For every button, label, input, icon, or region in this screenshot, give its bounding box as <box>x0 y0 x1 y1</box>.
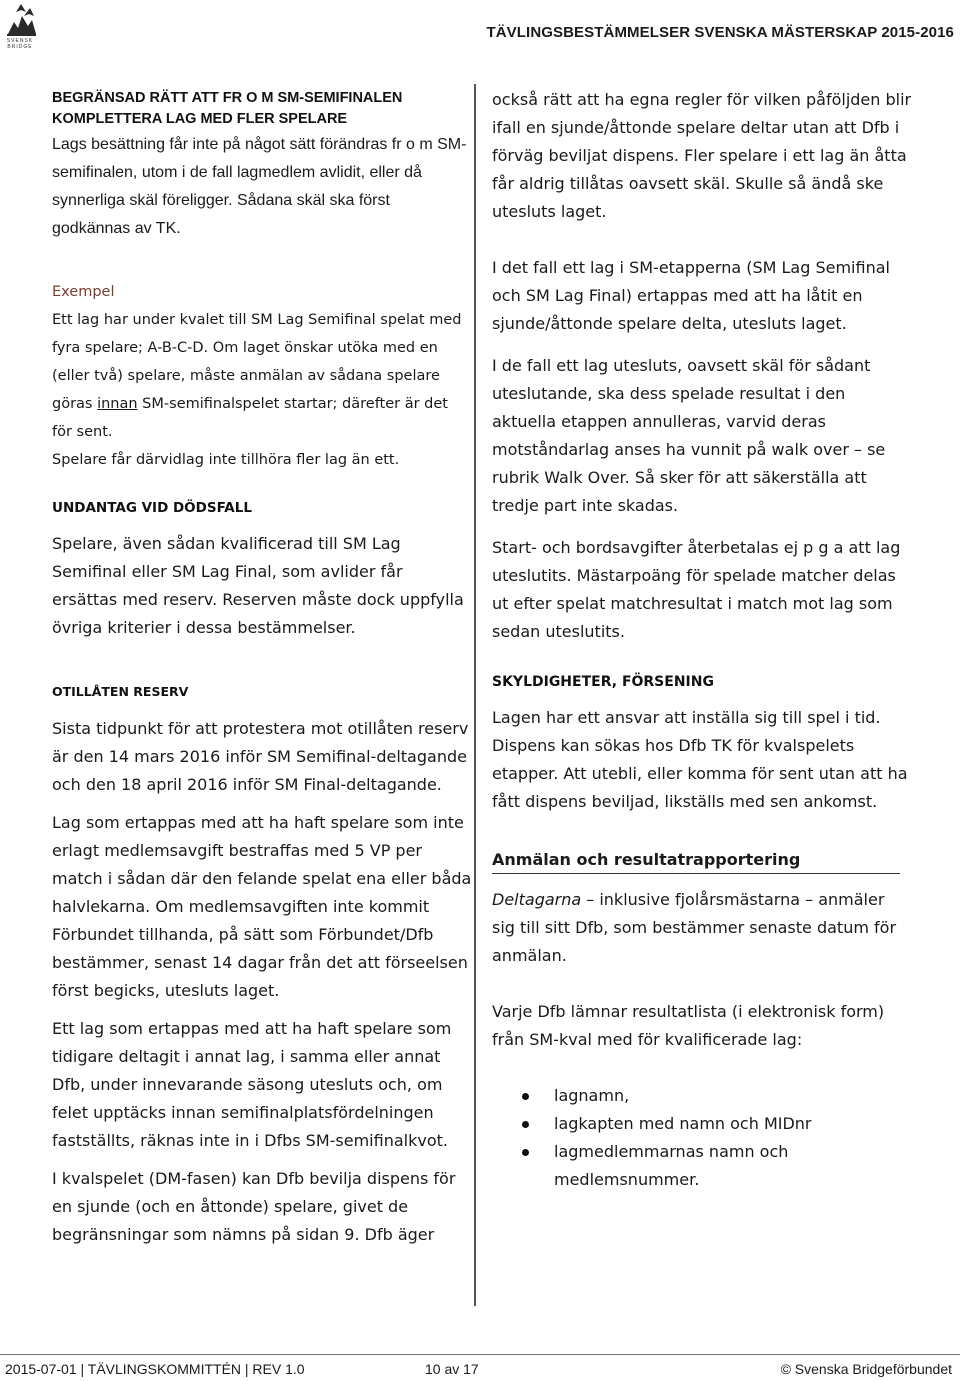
bullet-icon <box>522 1121 529 1128</box>
document-title: TÄVLINGSBESTÄMMELSER SVENSKA MÄSTERSKAP 2015-2016 <box>486 24 954 41</box>
section-heading-begransad <box>52 88 472 130</box>
example-text-line2: Spelare får därvidlag inte tillhöra fler lag än ett. <box>52 452 400 468</box>
list-item-text: lagmedlemmarnas namn och medlemsnummer. <box>554 1142 789 1189</box>
left-column <box>52 86 472 1249</box>
footer-left: 2015-07-01 | TÄVLINGSKOMMITTÉN | REV 1.0 <box>5 1361 305 1377</box>
right-paragraph-4: Start- och bordsavgifter återbetalas ej p g a att lag uteslutits. Mästarpoäng för spelade matcher delas ut efter spelat matchresultat i match mot lag som sedan uteslutits. <box>492 538 901 641</box>
otillaten-paragraph-1: Sista tidpunkt för att protestera mot otillåten reserv är den 14 mars 2016 inför SM Semifinal-deltagande och den 18 april 2016 inför SM Final-deltagande. <box>52 719 469 794</box>
list-item-text: lagkapten med namn och MIDnr <box>554 1114 812 1133</box>
list-item <box>492 1138 912 1194</box>
otillaten-paragraph-4: I kvalspelet (DM-fasen) kan Dfb bevilja dispens för en sjunde (och en åttonde) spelare, givet de begränsningar som nämns på sidan 9. Dfb äger <box>52 1169 456 1244</box>
right-paragraph-1: också rätt att ha egna regler för vilken påföljden blir ifall en sjunde/åttonde spelare deltar utan att Dfb i förväg beviljat dispens. Fler spelare i ett lag än åtta får aldrig tillåtas oavsett skäl. Skulle så ändå ske utesluts laget. <box>492 90 912 221</box>
right-column <box>492 86 912 1194</box>
section-heading-skyldigheter: SKYLDIGHETER, FÖRSENING <box>492 674 714 690</box>
section-heading-otillaten: OTILLÅTEN RESERV <box>52 684 189 699</box>
otillaten-paragraph-3: Ett lag som ertappas med att ha haft spelare som tidigare deltagit i annat lag, i samma eller annat Dfb, under innevarande säsong utesluts och, om felet upptäcks innan semifinalplatsfördelningen fastställts, räknas inte in i Dfbs SM-semifinalkvot. <box>52 1019 452 1150</box>
bullet-icon <box>522 1093 529 1100</box>
heading-line-1: BEGRÄNSAD RÄTT ATT FR O M SM-SEMIFINALEN <box>52 90 403 106</box>
anmalan-paragraph-2: Varje Dfb lämnar resultatlista (i elektronisk form) från SM-kval med för kvalificerade lag: <box>492 1002 885 1049</box>
footer-rule <box>0 1354 960 1355</box>
skyldigheter-text: Lagen har ett ansvar att inställa sig till spel i tid. Dispens kan sökas hos Dfb TK för kvalspelets etapper. Att utebli, eller komma för sent utan att ha fått dispens beviljad, likställs med sen ankomst. <box>492 708 908 811</box>
anmalan-text-rest: – inklusive fjolårsmästarna – anmäler sig till sitt Dfb, som bestämmer senaste datum för anmälan. <box>492 890 897 965</box>
heading-line-2: KOMPLETTERA LAG MED FLER SPELARE <box>52 111 348 127</box>
right-paragraph-3: I de fall ett lag utesluts, oavsett skäl för sådant uteslutande, ska dess spelade resultat i den aktuella etappen annulleras, varvid deras motståndarlag anses ha vunnit på walk over – se rubrik Walk Over. Så sker för att säkerställa att tredje part inte skadas. <box>492 356 886 515</box>
example-label: Exempel <box>52 284 115 300</box>
example-text <box>52 306 472 446</box>
bullet-icon <box>522 1149 529 1156</box>
anmalan-italic: Deltagarna <box>492 890 582 909</box>
example-text-part2: SM-semifinalspelet startar; därefter är det för sent. <box>52 396 448 440</box>
result-list <box>492 1082 912 1194</box>
page-number: 10 av 17 <box>425 1361 479 1377</box>
page-header <box>0 0 960 60</box>
section-text-undantag: Spelare, även sådan kvalificerad till SM Lag Semifinal eller SM Lag Final, som avlider får ersättas med reserv. Reserven måste dock uppfylla övriga kriterier i dessa bestämmelser. <box>52 534 464 637</box>
example-text-underlined: innan <box>97 396 138 412</box>
right-paragraph-2: I det fall ett lag i SM-etapperna (SM Lag Semifinal och SM Lag Final) ertappas med att ha låtit en sjunde/åttonde spelare delta, utesluts laget. <box>492 258 890 333</box>
list-item <box>492 1110 912 1138</box>
list-item-text: lagnamn, <box>554 1086 630 1105</box>
section-heading-anmalan: Anmälan och resultatrapportering <box>492 850 900 874</box>
anmalan-text <box>492 886 912 970</box>
logo-text: SVENSK BRIDGE <box>6 38 34 50</box>
otillaten-paragraph-2: Lag som ertappas med att ha haft spelare som inte erlagt medlemsavgift bestraffas med 5 VP per match i sådan där den felande spelat ena eller båda halvlekarna. Om medlemsavgiften inte kommit Förbundet tillhanda, på sätt som Förbundet/Dfb bestämmer, senast 14 dagar från det att förseelsen först begicks, utesluts laget. <box>52 813 472 1000</box>
svenska-bridge-logo-icon <box>4 2 38 38</box>
footer-copyright: © Svenska Bridgeförbundet <box>780 1361 952 1377</box>
example-text-part1: Ett lag har under kvalet till SM Lag Semifinal spelat med fyra spelare; A-B-C-D. Om laget önskar utöka med en (eller två) spelare, måste anmälan av sådana spelare göras <box>52 312 462 412</box>
section-heading-undantag: UNDANTAG VID DÖDSFALL <box>52 500 252 516</box>
column-divider <box>474 84 476 1306</box>
list-item <box>492 1082 912 1110</box>
section-text-begransad: Lags besättning får inte på något sätt förändras fr o m SM-semifinalen, utom i de fall lagmedlem avlidit, eller då synnerliga skäl föreligger. Sådana skäl ska först godkännas av TK. <box>52 136 467 237</box>
